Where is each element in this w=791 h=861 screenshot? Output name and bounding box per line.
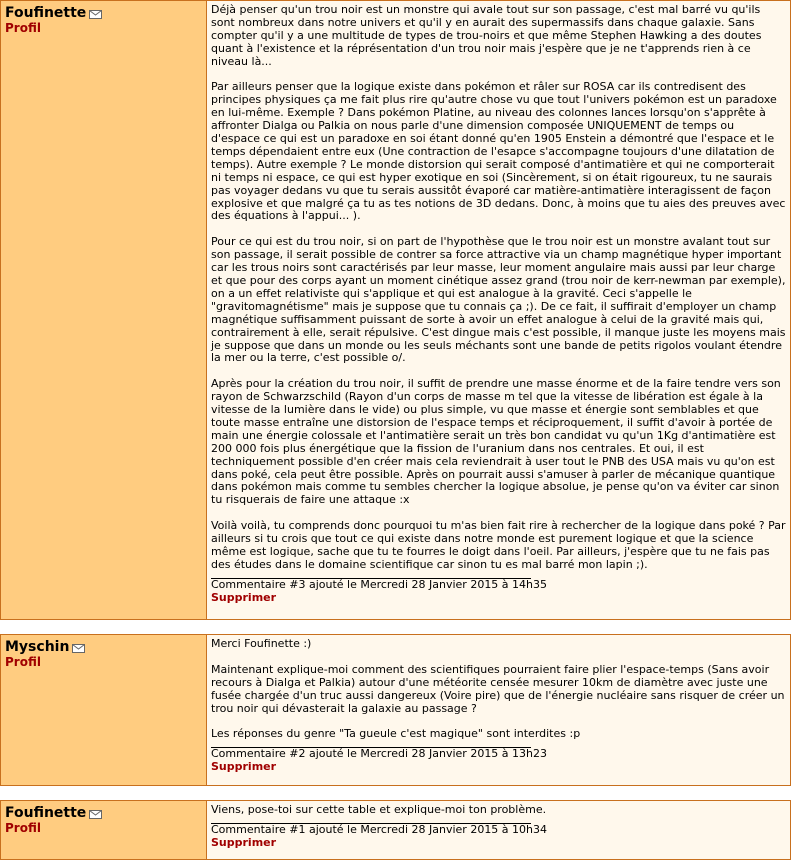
- envelope-icon[interactable]: [72, 644, 85, 653]
- comment-body: [207, 1, 790, 619]
- comment-body: [207, 635, 790, 785]
- author-name: Myschin: [5, 639, 70, 655]
- author-name: Foufinette: [5, 805, 87, 821]
- comment-paragraph: Après pour la création du trou noir, il suffit de prendre une masse énorme et de la faire tendre vers son rayon de Schwarzschild (Rayon d'un corps de masse m tel que la vitesse de libération est égale à la vitesse de la lumière dans le vide) ou plus simple, vu que masse et énergie sont semblables et que toute masse entraîne une distorsion de l'espace temps et réciproquement, il suffit d'avoir à portée de main une énergie colossale et l'antimatière serait un très bon candidat vu qu'un 1Kg d'antimatière est 200 000 fois plus énergétique que la fission de l'uranium dans nos centrales. Et oui, il est techniquement possible d'en créer mais cela reviendrait à user tout le PNB des USA mais vu qu'on est dans poké, cela peut être possible. Après on pourrait aussi s'amuser à parler de mécanique quantique dans pokémon mais comme tu sembles chercher la logique absolue, je pense qu'on va éviter car sinon tu risquerais de faire une attaque :x: [211, 377, 781, 507]
- comment: [0, 800, 791, 860]
- comment-meta: Commentaire #2 ajouté le Mercredi 28 Janvier 2015 à 13h23: [211, 747, 548, 761]
- comment-paragraph: Les réponses du genre "Ta gueule c'est magique" sont interdites :p: [211, 727, 581, 741]
- delete-comment-link[interactable]: Supprimer: [211, 760, 277, 774]
- profile-link[interactable]: Profil: [5, 21, 41, 35]
- comment-author-panel: [1, 801, 207, 859]
- comment-paragraph: Par ailleurs penser que la logique existe dans pokémon et râler sur ROSA car ils contredisent des principes physiques ça me fait plus rire qu'autre chose vu que tout l'univers pokémon est un paradoxe en lui-même. Exemple ? Dans pokémon Platine, au niveau des colonnes lances lorsqu'on s'apprête à affronter Dialga ou Palkia on nous parle d'une dimension composée UNIQUEMENT de temps ou d'espace ce qui est un paradoxe en soi étant donné qu'en 1905 Enstein a démontré que l'espace et le temps dépendaient entre eux (Une contraction de l'esapce s'accompagne toujours d'une dilatation de temps). Autre exemple ? Le monde distorsion qui serait composé d'antimatière et qui ne comporterait ni temps ni espace, ce qui est hyper exotique en soi (Sincèrement, si on était rigoureux, tu ne saurais pas voyager dedans vu que tu serais aussitôt évaporé car matière-antimatière interagissent de façon explosive et que malgré ça tu as tes notions de 3D dedans. Donc, à moins que tu aies des preuves avec des équations à l'appui... ).: [211, 80, 786, 223]
- comment-meta: Commentaire #1 ajouté le Mercredi 28 Janvier 2015 à 10h34: [211, 822, 548, 836]
- delete-comment-link[interactable]: Supprimer: [211, 590, 277, 604]
- comment-body: [207, 801, 790, 859]
- comment-author-panel: [1, 635, 207, 785]
- comment-paragraph: Merci Foufinette :): [211, 637, 312, 650]
- author-name: Foufinette: [5, 5, 87, 21]
- envelope-icon[interactable]: [89, 10, 102, 19]
- delete-comment-link[interactable]: Supprimer: [211, 835, 277, 849]
- profile-link[interactable]: Profil: [5, 821, 41, 835]
- comment-meta: Commentaire #3 ajouté le Mercredi 28 Janvier 2015 à 14h35: [211, 577, 548, 591]
- comment-paragraph: Viens, pose-toi sur cette table et explique-moi ton problème.: [211, 803, 547, 816]
- comment-author-panel: [1, 1, 207, 619]
- profile-link[interactable]: Profil: [5, 655, 41, 669]
- comment-paragraph: Voilà voilà, tu comprends donc pourquoi tu m'as bien fait rire à rechercher de la logique dans poké ? Par ailleurs si tu crois que tout ce qui existe dans notre monde est purement logique et que la science même est logique, sache que tu te fourres le doigt dans l'oeil. Par ailleurs, j'espère que tu ne fais pas des études dans le domaine scientifique car sinon tu es mal barré mon lapin ;).: [211, 519, 786, 571]
- comment: [0, 634, 791, 786]
- comment-paragraph: Maintenant explique-moi comment des scientifiques pourraient faire plier l'espace-temps (Sans avoir recours à Dialga et Palkia) autour d'une météorite censée mesurer 10km de diamètre avec juste une fusée chargée d'un truc aussi dangereux (Voire pire) que de l'énergie nucléaire sans risquer de créer un trou noir qui dévasterait la galaxie au passage ?: [211, 662, 785, 715]
- comment-paragraph: Pour ce qui est du trou noir, si on part de l'hypothèse que le trou noir est un monstre avalant tout sur son passage, il serait possible de contrer sa force attractive via un champ magnétique hyper important car les trous noirs sont caractérisés par leur masse, leur moment angulaire mais aussi par leur charge et que pour des corps ayant un moment cinétique assez grand (trou noir de kerr-newman par exemple), on a un effet relativiste qui s'applique et qui est analogue à la gravité. Ceci s'appelle le "gravitomagnétisme" mais je suppose que tu connais ça ;). De ce fait, il suffirait d'employer un champ magnétique suffisamment puissant de sorte à avoir un effet analogue à celui de la gravité mais qui, contrairement à elle, serait répulsive. C'est dingue mais c'est possible, il manque juste les moyens mais je suppose que dans un monde ou les seuls méchants sont une bande de petits rigolos voulant étendre la mer ou la terre, c'est possible o/.: [211, 235, 786, 365]
- comment-paragraph: Déjà penser qu'un trou noir est un monstre qui avale tout sur son passage, c'est mal barré vu qu'ils sont nombreux dans notre univers et qu'il y en aurait des supermassifs dans chaque galaxie. Sans compter qu'il y a une multitude de types de trou-noirs et que même Stephen Hawking a des doutes quant à l'existence et la réprésentation d'un trou noir mais j'espère que je ne t'apprends rien à ce niveau là...: [211, 3, 762, 68]
- envelope-icon[interactable]: [89, 810, 102, 819]
